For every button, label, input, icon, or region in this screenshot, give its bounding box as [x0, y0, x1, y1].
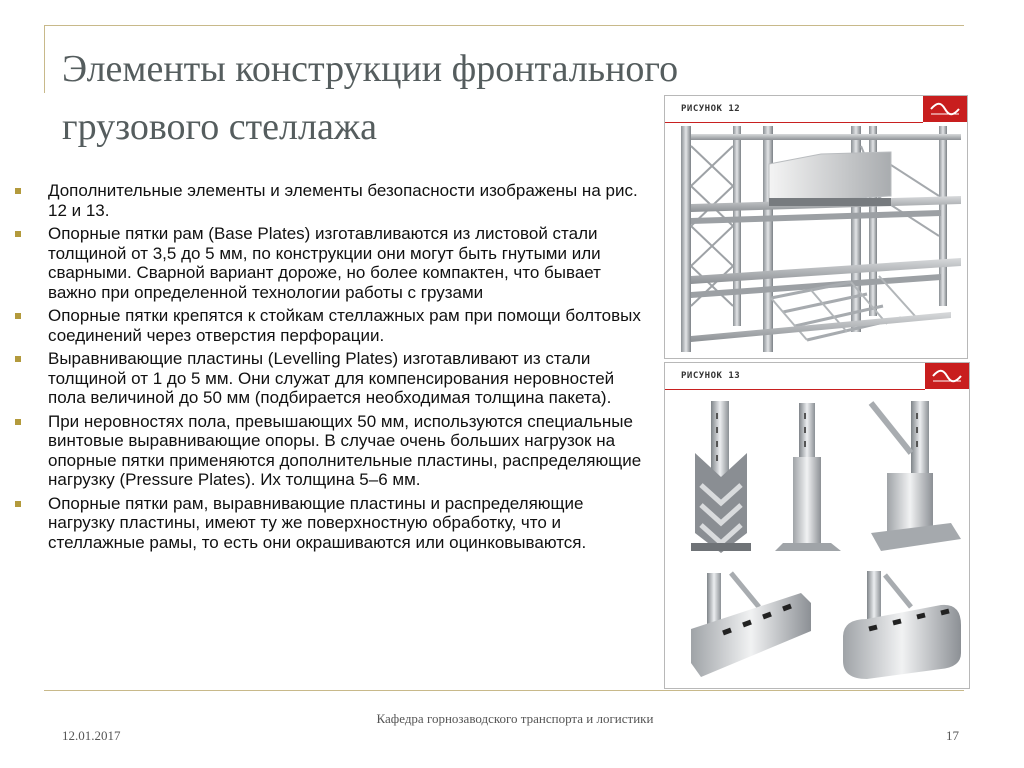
slide-title: Элементы конструкции фронтального грузового стеллажа: [62, 48, 679, 148]
figure-label: РИСУНОК 13: [681, 371, 741, 381]
figure-13: [664, 362, 970, 689]
figure-header: [665, 363, 925, 389]
bullet-item: [12, 494, 652, 553]
bullet-text: Опорные пятки крепятся к стойкам стеллажных рам при помощи болтовых соединений через отверстия перфорации.: [48, 306, 641, 345]
frame-top-line: [44, 25, 964, 26]
bullet-text: Дополнительные элементы и элементы безопасности изображены на рис. 12 и 13.: [48, 181, 638, 220]
page-number: 17: [946, 728, 959, 743]
wave-logo-icon: [925, 363, 969, 389]
bullet-item: [12, 349, 652, 408]
footer-date: 12.01.2017: [62, 728, 121, 743]
figure-header: [665, 96, 923, 122]
base-plates-illustration: [671, 393, 963, 683]
square-bullet-icon: [15, 231, 21, 237]
square-bullet-icon: [15, 356, 21, 362]
bullet-text: Выравнивающие пластины (Levelling Plates) изготавливают из стали толщиной от 1 до 5 мм. Они служат для компенсирования неровностей пола величиной до 50 мм (подбирается необходимая толщина пакета).: [48, 349, 615, 407]
bullet-text: Опорные пятки рам (Base Plates) изготавливаются из листовой стали толщиной от 3,5 до 5 мм, по конструкции они могут быть гнутыми или сварными. Сварной вариант дороже, но более компактен, что бывает важно при определенной технологии работы с грузами: [48, 224, 601, 302]
bullet-text: При неровностях пола, превышающих 50 мм, используются специальные винтовые выравнивающие опоры. В случае очень больших нагрузок на опорные пятки применяются дополнительные пластины, распределяющие нагрузку (Pressure Plates). Их толщина 5–6 мм.: [48, 411, 642, 489]
bullet-item: [12, 181, 652, 220]
bullet-list: [12, 181, 652, 556]
bullet-item: [12, 224, 652, 302]
rack-illustration: [671, 126, 961, 354]
square-bullet-icon: [15, 188, 21, 194]
wave-logo-icon: [923, 96, 967, 122]
bullet-item: [12, 412, 652, 490]
frame-left-line: [44, 25, 45, 93]
footer-department: Кафедра горнозаводского транспорта и логистики: [376, 711, 654, 726]
frame-bottom-line: [44, 690, 964, 691]
bullet-text: Опорные пятки рам, выравнивающие пластины и распределяющие нагрузку пластины, имеют ту же поверхностную обработку, что и стеллажные рамы, то есть они окрашиваются или оцинковываются.: [48, 493, 587, 552]
figure-label: РИСУНОК 12: [681, 104, 741, 114]
figure-12: [664, 95, 968, 359]
square-bullet-icon: [15, 501, 21, 507]
square-bullet-icon: [15, 419, 21, 425]
square-bullet-icon: [15, 313, 21, 319]
bullet-item: [12, 306, 652, 345]
